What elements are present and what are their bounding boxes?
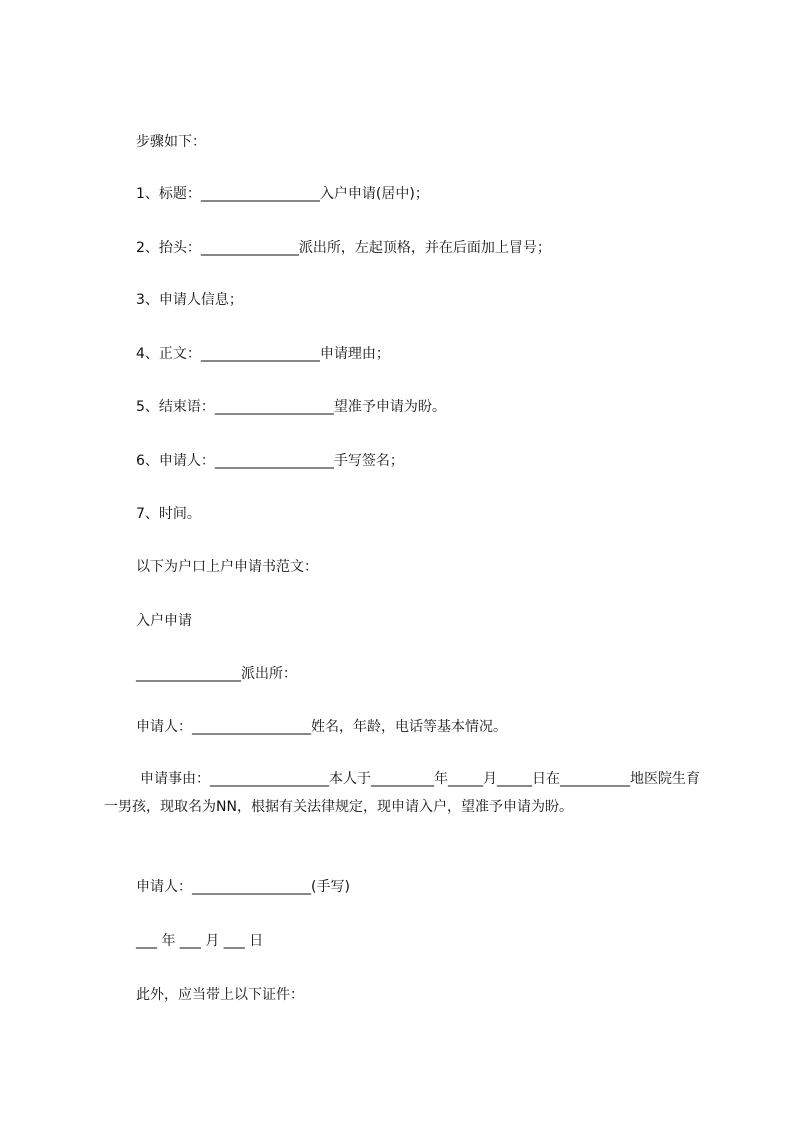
- sample-applicant: 申请人：_________________姓名，年龄，电话等基本情况。: [136, 719, 507, 735]
- sample-addressee: _______________派出所：: [136, 666, 297, 682]
- step-item: 4、正文：_________________申请理由；: [136, 346, 390, 362]
- sample-date: ___ 年 ___ 月 ___ 日: [136, 933, 264, 949]
- step-item: 3、申请人信息；: [136, 292, 243, 308]
- sample-title: 入户申请: [136, 613, 192, 629]
- sample-reason: 申请事由：_________________本人于_________年_____月_____日在__________地医院生育一男孩，现取名为NN，根据有关法律规定，现申请入户，望准予申请为盼。: [104, 771, 700, 815]
- sample-signature: 申请人：_________________(手写): [136, 879, 350, 895]
- closing-text: 此外，应当带上以下证件：: [136, 987, 304, 1003]
- step-item: 1、标题：_________________入户申请(居中)；: [136, 186, 429, 202]
- step-item: 5、结束语：_________________望准予申请为盼。: [136, 399, 446, 415]
- step-item: 7、时间。: [136, 506, 201, 522]
- step-item: 6、申请人：_________________手写签名；: [136, 453, 404, 469]
- step-item: 2、抬头：______________派出所，左起顶格，并在后面加上冒号；: [136, 240, 551, 256]
- sample-intro: 以下为户口上户申请书范文：: [136, 559, 318, 575]
- intro-text: 步骤如下：: [136, 134, 206, 150]
